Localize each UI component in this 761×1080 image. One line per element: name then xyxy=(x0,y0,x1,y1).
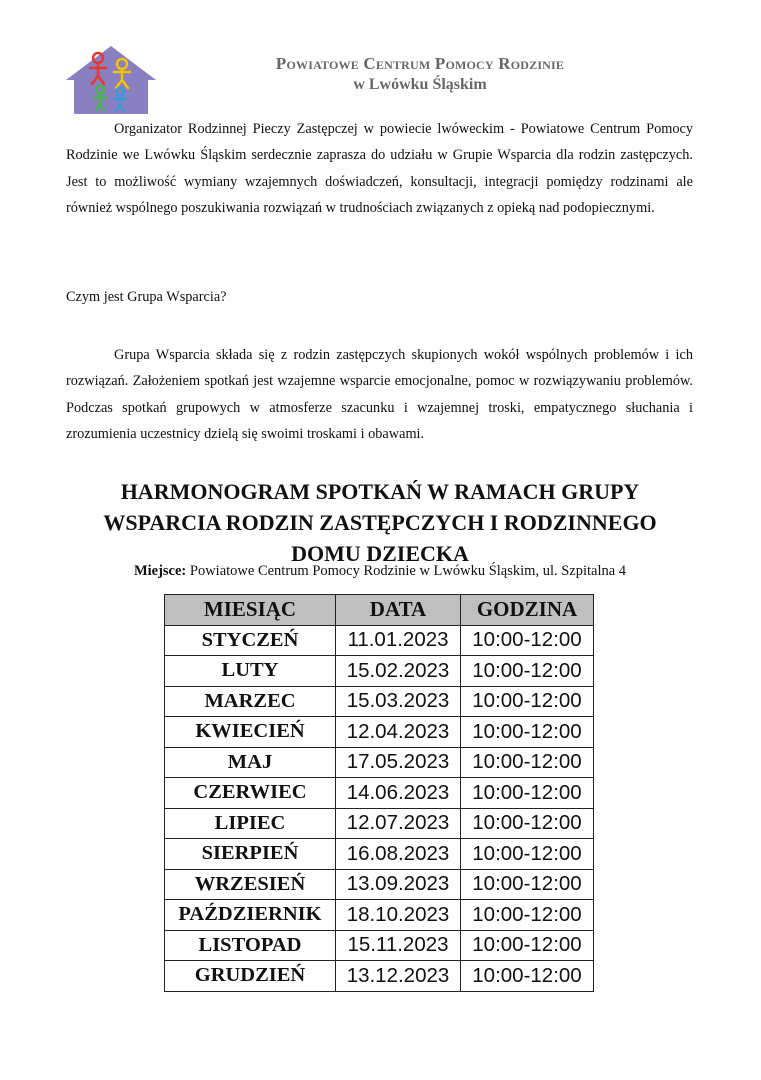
time-cell: 10:00-12:00 xyxy=(461,930,594,961)
time-cell: 10:00-12:00 xyxy=(461,778,594,809)
month-cell: LIPIEC xyxy=(165,808,336,839)
month-cell: WRZESIEŃ xyxy=(165,869,336,900)
schedule-heading-line: DOMU DZIECKA xyxy=(291,541,469,566)
date-cell: 12.07.2023 xyxy=(336,808,461,839)
table-row xyxy=(165,930,594,961)
month-cell: LISTOPAD xyxy=(165,930,336,961)
table-row xyxy=(165,656,594,687)
date-cell: 15.11.2023 xyxy=(336,930,461,961)
time-cell: 10:00-12:00 xyxy=(461,869,594,900)
month-cell: PAŹDZIERNIK xyxy=(165,900,336,931)
table-row xyxy=(165,961,594,992)
time-cell: 10:00-12:00 xyxy=(461,961,594,992)
month-cell: SIERPIEŃ xyxy=(165,839,336,870)
organization-location: w Lwówku Śląskim xyxy=(353,76,487,93)
date-cell: 16.08.2023 xyxy=(336,839,461,870)
table-row xyxy=(165,717,594,748)
table-row xyxy=(165,625,594,656)
time-cell: 10:00-12:00 xyxy=(461,717,594,748)
time-cell: 10:00-12:00 xyxy=(461,839,594,870)
column-header-month: MIESIĄC xyxy=(165,595,336,626)
column-header-date: DATA xyxy=(336,595,461,626)
table-row xyxy=(165,808,594,839)
table-row xyxy=(165,778,594,809)
date-cell: 13.09.2023 xyxy=(336,869,461,900)
table-row xyxy=(165,869,594,900)
time-cell: 10:00-12:00 xyxy=(461,747,594,778)
organization-header xyxy=(200,54,640,94)
month-cell: MAJ xyxy=(165,747,336,778)
table-row xyxy=(165,839,594,870)
date-cell: 11.01.2023 xyxy=(336,625,461,656)
month-cell: CZERWIEC xyxy=(165,778,336,809)
month-cell: GRUDZIEŃ xyxy=(165,961,336,992)
date-cell: 12.04.2023 xyxy=(336,717,461,748)
table-row xyxy=(165,900,594,931)
time-cell: 10:00-12:00 xyxy=(461,625,594,656)
table-row xyxy=(165,686,594,717)
question-heading: Czym jest Grupa Wsparcia? xyxy=(66,289,227,305)
schedule-table xyxy=(164,594,594,992)
time-cell: 10:00-12:00 xyxy=(461,808,594,839)
meeting-place xyxy=(40,563,720,580)
date-cell: 15.03.2023 xyxy=(336,686,461,717)
date-cell: 14.06.2023 xyxy=(336,778,461,809)
date-cell: 18.10.2023 xyxy=(336,900,461,931)
organization-name: Powiatowe Centrum Pomocy Rodzinie xyxy=(275,54,565,73)
intro-paragraph: Organizator Rodzinnej Pieczy Zastępczej w powiecie lwóweckim - Powiatowe Centrum Pomocy Rodzinie we Lwówku Śląskim serdecznie zaprasza do udziału w Grupie Wsparcia dla rodzin zastępczych. Jest to możliwość wymiany wzajemnych doświadczeń, konsultacji, integracji pomiędzy rodzinami ale również wspólnego poszukiwania rozwiązań w trudnościach związanych z opieką nad podopiecznymi. xyxy=(66,121,693,216)
schedule-heading-line: HARMONOGRAM SPOTKAŃ W RAMACH GRUPY xyxy=(120,479,640,504)
place-label: Miejsce: xyxy=(133,563,187,579)
table-row xyxy=(165,747,594,778)
schedule-heading xyxy=(40,476,720,569)
column-header-time: GODZINA xyxy=(461,595,594,626)
table-header-row xyxy=(165,595,594,626)
place-value: Powiatowe Centrum Pomocy Rodzinie w Lwówku Śląskim, ul. Szpitalna 4 xyxy=(189,563,627,579)
time-cell: 10:00-12:00 xyxy=(461,900,594,931)
pcpr-logo xyxy=(64,44,158,116)
date-cell: 17.05.2023 xyxy=(336,747,461,778)
time-cell: 10:00-12:00 xyxy=(461,686,594,717)
month-cell: LUTY xyxy=(165,656,336,687)
schedule-heading-line: WSPARCIA RODZIN ZASTĘPCZYCH I RODZINNEGO xyxy=(103,510,657,535)
support-paragraph: Grupa Wsparcia składa się z rodzin zastępczych skupionych wokół wspólnych problemów i ich rozwiązań. Założeniem spotkań jest wzajemne wsparcie emocjonalne, pomoc w rozwiązywaniu problemów. Podczas spotkań grupowych w atmosferze szacunku i wzajemnej troski, empatycznego słuchania i zrozumienia uczestnicy dzielą się swoimi troskami i obawami. xyxy=(66,347,693,442)
month-cell: STYCZEŃ xyxy=(165,625,336,656)
month-cell: KWIECIEŃ xyxy=(165,717,336,748)
date-cell: 15.02.2023 xyxy=(336,656,461,687)
time-cell: 10:00-12:00 xyxy=(461,656,594,687)
month-cell: MARZEC xyxy=(165,686,336,717)
date-cell: 13.12.2023 xyxy=(336,961,461,992)
